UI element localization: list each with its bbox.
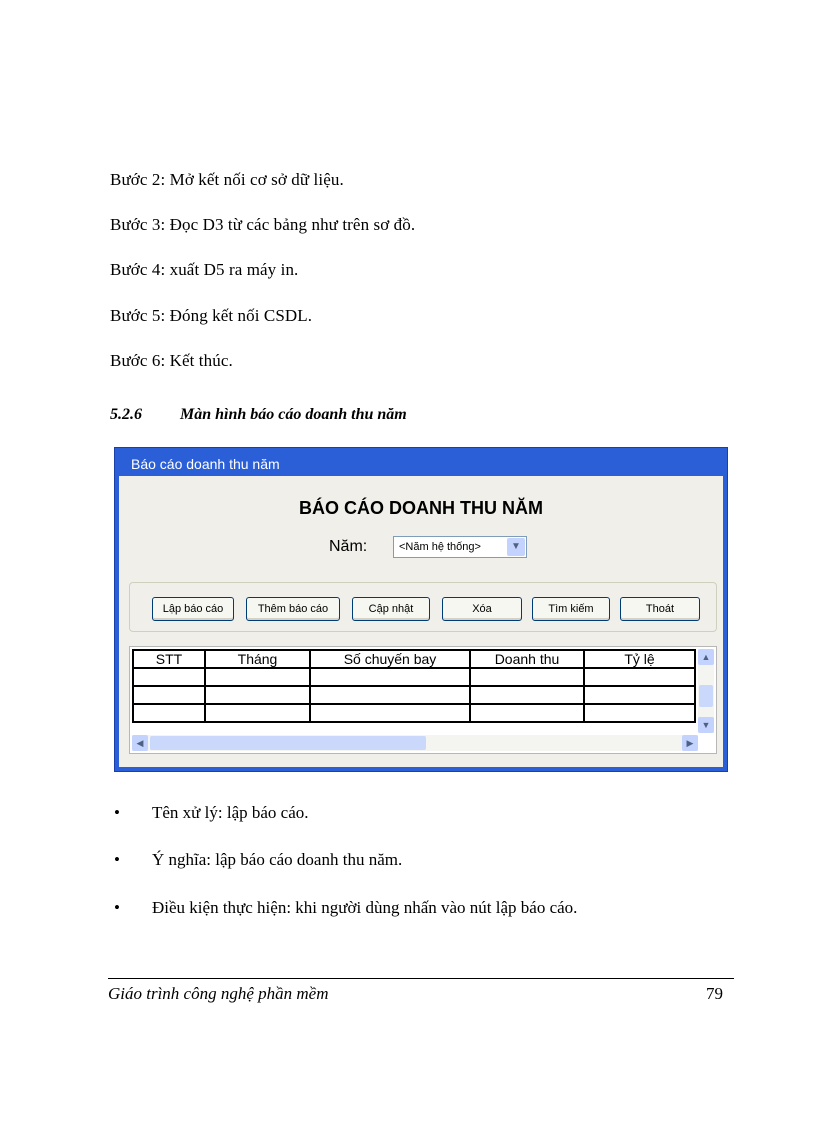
scroll-down-icon[interactable]: ▼ (698, 717, 714, 733)
horizontal-scroll-thumb[interactable] (150, 736, 426, 750)
page-number: 79 (706, 984, 723, 1003)
footer-divider (108, 978, 734, 979)
chevron-down-icon[interactable]: ▼ (507, 538, 525, 556)
button-group (129, 582, 717, 632)
create-report-button[interactable]: Lập báo cáo (152, 597, 234, 621)
vertical-scrollbar[interactable] (698, 649, 714, 733)
bullet-icon: • (114, 850, 120, 869)
vertical-scroll-thumb[interactable] (699, 685, 713, 707)
step-6: Bước 6: Kết thúc. (110, 351, 233, 370)
update-button[interactable]: Cập nhật (352, 597, 430, 621)
column-header[interactable]: Tỷ lệ (584, 650, 695, 668)
bullet-item (114, 803, 309, 823)
table-row[interactable] (133, 686, 695, 704)
bullet-text: Điều kiện thực hiện: khi người dùng nhấn vào nút lập báo cáo. (152, 898, 578, 917)
year-select-value: <Năm hệ thống> (399, 541, 481, 553)
scroll-up-icon[interactable]: ▲ (698, 649, 714, 665)
report-grid[interactable] (129, 646, 717, 754)
table-row[interactable] (133, 668, 695, 686)
horizontal-scrollbar[interactable] (132, 735, 698, 751)
column-header[interactable]: Số chuyến bay (310, 650, 470, 668)
scroll-right-icon[interactable]: ▶ (682, 735, 698, 751)
bullet-icon: • (114, 803, 120, 822)
search-button[interactable]: Tìm kiếm (532, 597, 610, 621)
scroll-left-icon[interactable]: ◀ (132, 735, 148, 751)
bullet-text: Ý nghĩa: lập báo cáo doanh thu năm. (152, 850, 403, 869)
step-3: Bước 3: Đọc D3 từ các bảng như trên sơ đồ. (110, 215, 416, 234)
column-header[interactable]: Doanh thu (470, 650, 584, 668)
report-window (114, 447, 728, 772)
bullet-item (114, 850, 402, 870)
year-label: Năm: (329, 538, 368, 555)
delete-button[interactable]: Xóa (442, 597, 522, 621)
bullet-item (114, 898, 577, 918)
grid-table (132, 649, 696, 723)
section-number: 5.2.6 (110, 406, 142, 423)
section-title: Màn hình báo cáo doanh thu năm (180, 406, 407, 423)
column-header[interactable]: Tháng (205, 650, 310, 668)
bullet-icon: • (114, 898, 120, 917)
add-report-button[interactable]: Thêm báo cáo (246, 597, 340, 621)
step-4: Bước 4: xuất D5 ra máy in. (110, 260, 299, 279)
table-row[interactable] (133, 704, 695, 722)
window-title: Báo cáo doanh thu năm (131, 456, 280, 472)
bullet-text: Tên xử lý: lập báo cáo. (152, 803, 309, 822)
section-heading (110, 406, 407, 424)
year-select[interactable] (393, 536, 527, 558)
footer-title: Giáo trình công nghệ phần mềm (108, 984, 329, 1003)
window-body (119, 476, 723, 767)
column-header[interactable]: STT (133, 650, 205, 668)
grid-header-row (133, 650, 695, 668)
step-2: Bước 2: Mở kết nối cơ sở dữ liệu. (110, 170, 344, 189)
report-title: BÁO CÁO DOANH THU NĂM (299, 498, 543, 518)
exit-button[interactable]: Thoát (620, 597, 700, 621)
step-5: Bước 5: Đóng kết nối CSDL. (110, 306, 313, 325)
